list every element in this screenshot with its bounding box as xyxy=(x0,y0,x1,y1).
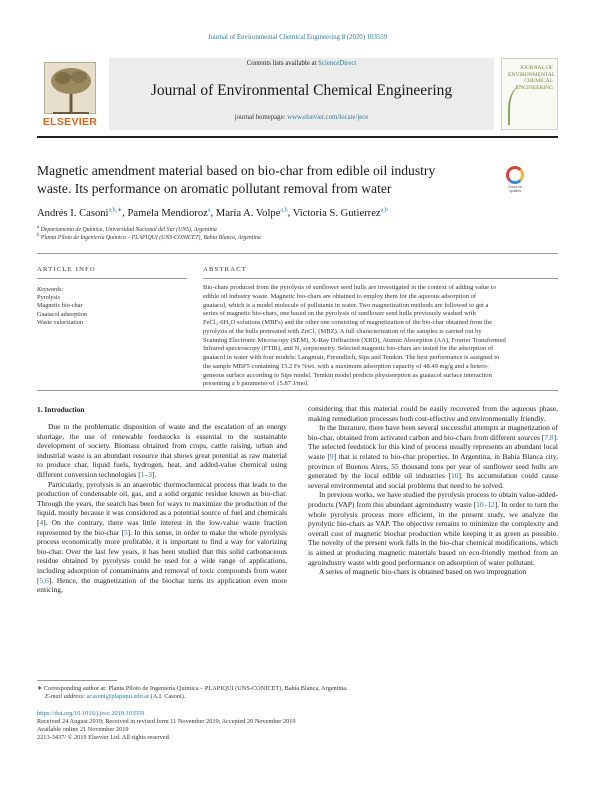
paper-title xyxy=(37,162,477,197)
available-online: Available online 21 November 2019 xyxy=(37,726,129,733)
crossmark-label: Check for updates xyxy=(507,185,523,193)
leaf-icon xyxy=(508,85,532,125)
affiliation: $^b$ Planta Piloto de Ingeniería Química – PLAPIQUI (UNS-CONICET), Bahía Blanca, Argentina xyxy=(37,233,261,241)
crossmark-icon xyxy=(506,166,524,184)
author[interactable]: Andrés I. Casoni$^{a,b,∗}$ xyxy=(37,207,123,219)
body-paragraph: In previous works, we have studied the pyrolysis process to obtain value-added-products (VAP) from this abundant agroindustry waste [10–12]. In order to turn the whole pyrolysis process more efficient, in the present study, we analyze the pyrolytic bio-chars as VAP. The objective remains to minimize the complexity and overall cost of magnetic biochar production while keeping it as green as possible. The novelty of the present work falls in the bio-char chemical modifications, which is aimed at producing magnetic materials based on eco-friendly method from an agroindustry waste with good performance on adsorption of water pollutant. xyxy=(308,490,558,567)
sciencedirect-link[interactable]: ScienceDirect xyxy=(318,60,357,67)
abstract-rule xyxy=(203,278,558,279)
body-right-column xyxy=(308,404,558,577)
affiliation: $^a$ Departamento de Química, Universidad Nacional del Sur (UNS), Argentina xyxy=(37,225,217,233)
check-for-updates-badge[interactable] xyxy=(504,166,526,196)
abstract-text xyxy=(203,284,558,389)
keyword: Guaiacol adsorption xyxy=(37,310,88,318)
doi-link[interactable]: https://doi.org/10.1016/j.jece.2019.103559 xyxy=(37,710,145,717)
abstract-line: pyrolysis of the hulls pretreated with ZnCl₂ (MBZ). A full characterization of the samples is carried out by xyxy=(203,327,482,335)
abstract-line: guaiacol in water with four models: Langmuir, Freundlich, Sips and Temkin. The best performance is assigned to xyxy=(203,354,500,361)
homepage-prefix: journal homepage: xyxy=(234,114,288,121)
journal-title[interactable]: Journal of Environmental Chemical Engineering xyxy=(150,82,453,99)
copyright: 2213-3437/ © 2019 Elsevier Ltd. All rights reserved. xyxy=(37,734,171,741)
title-line-1: Magnetic amendment material based on bio-char from edible oil industry xyxy=(37,163,436,178)
elsevier-wordmark: ELSEVIER xyxy=(42,116,98,128)
body-left-column xyxy=(37,422,287,595)
header-banner xyxy=(109,58,494,130)
abstract-line: the sample MBF5 containing 15.2 Fe %wt. with a maximum adsorption capacity of 48.49 mg/g and a hetero- xyxy=(203,362,489,370)
abstract-header: ABSTRACT xyxy=(203,266,248,273)
title-line-2: waste. Its performance on aromatic pollutant removal from water xyxy=(37,180,392,196)
journal-reference: Journal of Environmental Chemical Engineering 8 (2020) 103559 xyxy=(207,34,388,41)
footnote-rule xyxy=(37,680,117,681)
abstract-line: Bio-chars produced from the pyrolysis of sunflower seed hulls are investigated in the context of adding value to xyxy=(203,284,496,291)
author[interactable]: Pamela Mendioroz$^a$ xyxy=(127,207,211,219)
abstract-line: FeCl₃·6H₂O solutions (MBFs) and the other one consisting of magnetization of the bio-char obtained from the xyxy=(203,319,493,326)
keywords-list xyxy=(37,294,87,327)
contents-prefix: Contents lists available at xyxy=(246,60,319,67)
cover-title: JOURNAL OF ENVIRONMENTAL CHEMICAL ENGINEERING xyxy=(508,65,556,91)
corresponding-author-note: ∗ Corresponding author at: Planta Piloto de Ingeniería Química – PLAPIQUI (UNS-CONICET), Bahía Blanca, Argentina. xyxy=(37,685,348,692)
abstract-line: Infrared spectroscopy (FTIR), and N₂ sorptometry. Selected magnetic bio-chars are tested for the adsorption of xyxy=(203,345,494,353)
affiliation-divider xyxy=(37,253,558,254)
body-paragraph: A series of magnetic bio-chars is obtained based on two impregnation xyxy=(319,567,527,577)
body-paragraph: In the literature, there have been several successful attempts at magnetization of bio-char, obtained from activated carbon and bio-chars from different sources [7,8]. The selected feedstock for this kind of process usually represents an abundant local waste [9] that is related to bio-char properties. In Argentina, in Bahia Blanca city, province of Buenos Aires, 55 thousand tons per year of sunflower seed hulls are generated by the local edible oil industries [10]. Its accumulation could cause several environmental and social problems that need to be solved. xyxy=(308,423,558,490)
citation-link[interactable]: 7,8 xyxy=(544,432,554,442)
author-list: Andrés I. Casoni$^{a,b,∗}$, Pamela Mendioroz$^a$, María A. Volpe$^{a,b}$, Victoria S. Gutierrez$^{a,b}$ xyxy=(37,207,388,219)
abstract-line: guaiacol, which is a model molecule of pollutants in water. Two magnetization methods are followed to get a xyxy=(203,301,489,309)
email-line: E-mail address: acasoni@plapiqui.edu.ar (A.I. Casoni). xyxy=(45,693,186,700)
citation-link[interactable]: 1–3 xyxy=(140,469,152,479)
contents-line xyxy=(109,60,494,67)
keyword: Waste valorization xyxy=(37,318,84,326)
citation-link[interactable]: 10 xyxy=(451,471,459,481)
elsevier-tree-icon xyxy=(44,62,96,114)
body-paragraph: Particularly, pyrolysis is an anaerobic thermochemical process that leads to the production of condensable oil, gas, and a solid organic residue known as bio-char. Through the years, the search has been for ways to maximize the production of the liquid, mostly because it was considered as a potential source of fuel and chemicals [4]. On the contrary, there was little interest in the low-value waste fraction represented by the bio-char [5]. In this sense, in order to make the whole pyrolysis process economically more profitable, it is important to find a way for valorizing bio-char. Over the last few years, it has been studied that this solid carbonaceous residue obtained by pyrolysis could be used for a wide range of applications, including adsorption of contaminants and removal of toxic compounds from water [5,6]. Hence, the magnetization of the biochar turns its application even more enticing, xyxy=(37,479,287,595)
body-paragraph: considering that this material could be easily recovered from the aqueous phase, making remediation processes both cost-effective and environmentally friendly. xyxy=(308,404,558,423)
body-paragraph: Due to the problematic disposition of waste and the escalation of an energy shortage, the use of renewable feedstocks is essential to the sustainable development of society. Biomass obtained from crops, cattle raising, urban and industrial waste is an abundant resource that shows great potential as raw material to produce char, liquid fuels, hydrogen, heat, and added-value chemical using different conversion technologies [1–3]. xyxy=(37,422,287,479)
citation-link[interactable]: 5 xyxy=(123,527,128,537)
abstract-line: Scanning Electronic Microscopy (SEM), X-Ray Diffraction (XRD), Atomic Absorption (AA), Fourier Transformed xyxy=(203,336,506,344)
keyword: Pyrolysis xyxy=(37,294,61,301)
abstract-divider xyxy=(37,390,558,391)
abstract-line: edible oil industry waste. Magnetic bio-chars are obtained to employ them for the aqueous adsorption of xyxy=(203,292,477,300)
citation-link[interactable]: 9 xyxy=(329,451,334,461)
article-info-rule xyxy=(37,278,187,279)
journal-cover-thumbnail[interactable] xyxy=(501,58,558,130)
abstract-line: presenting a b parameter of 15.87 J/mol. xyxy=(203,380,309,388)
journal-header xyxy=(37,58,558,132)
author[interactable]: María A. Volpe$^{a,b}$ xyxy=(215,207,288,219)
homepage-link[interactable]: www.elsevier.com/locate/jece xyxy=(287,114,369,121)
abstract-line: series of magnetic bio-chars, one based on the pyrolysis of sunflower seed hulls previously washed with xyxy=(203,310,476,318)
email-link[interactable]: acasoni@plapiqui.edu.ar xyxy=(86,693,150,700)
section-heading-introduction: 1. Introduction xyxy=(37,405,85,414)
received-dates: Received 24 August 2019; Received in revised form 11 November 2019; Accepted 20 November 2019 xyxy=(37,718,296,725)
author[interactable]: Victoria S. Gutierrez$^{a,b}$ xyxy=(292,207,388,219)
abstract-line: geneous surface according to Sips model. Temkin model predicts physisorption as guaiacol surface interaction xyxy=(203,371,492,379)
homepage-line xyxy=(109,114,494,121)
header-divider xyxy=(37,136,558,138)
article-info-header: ARTICLE INFO xyxy=(37,266,96,273)
citation-link[interactable]: 10–12 xyxy=(476,499,495,509)
keywords-title: Keywords: xyxy=(37,286,64,293)
citation-link[interactable]: 5,6 xyxy=(39,575,49,585)
keyword: Magnetic bio-char xyxy=(37,302,83,310)
elsevier-logo[interactable] xyxy=(37,60,103,130)
citation-link[interactable]: 4 xyxy=(39,517,44,527)
